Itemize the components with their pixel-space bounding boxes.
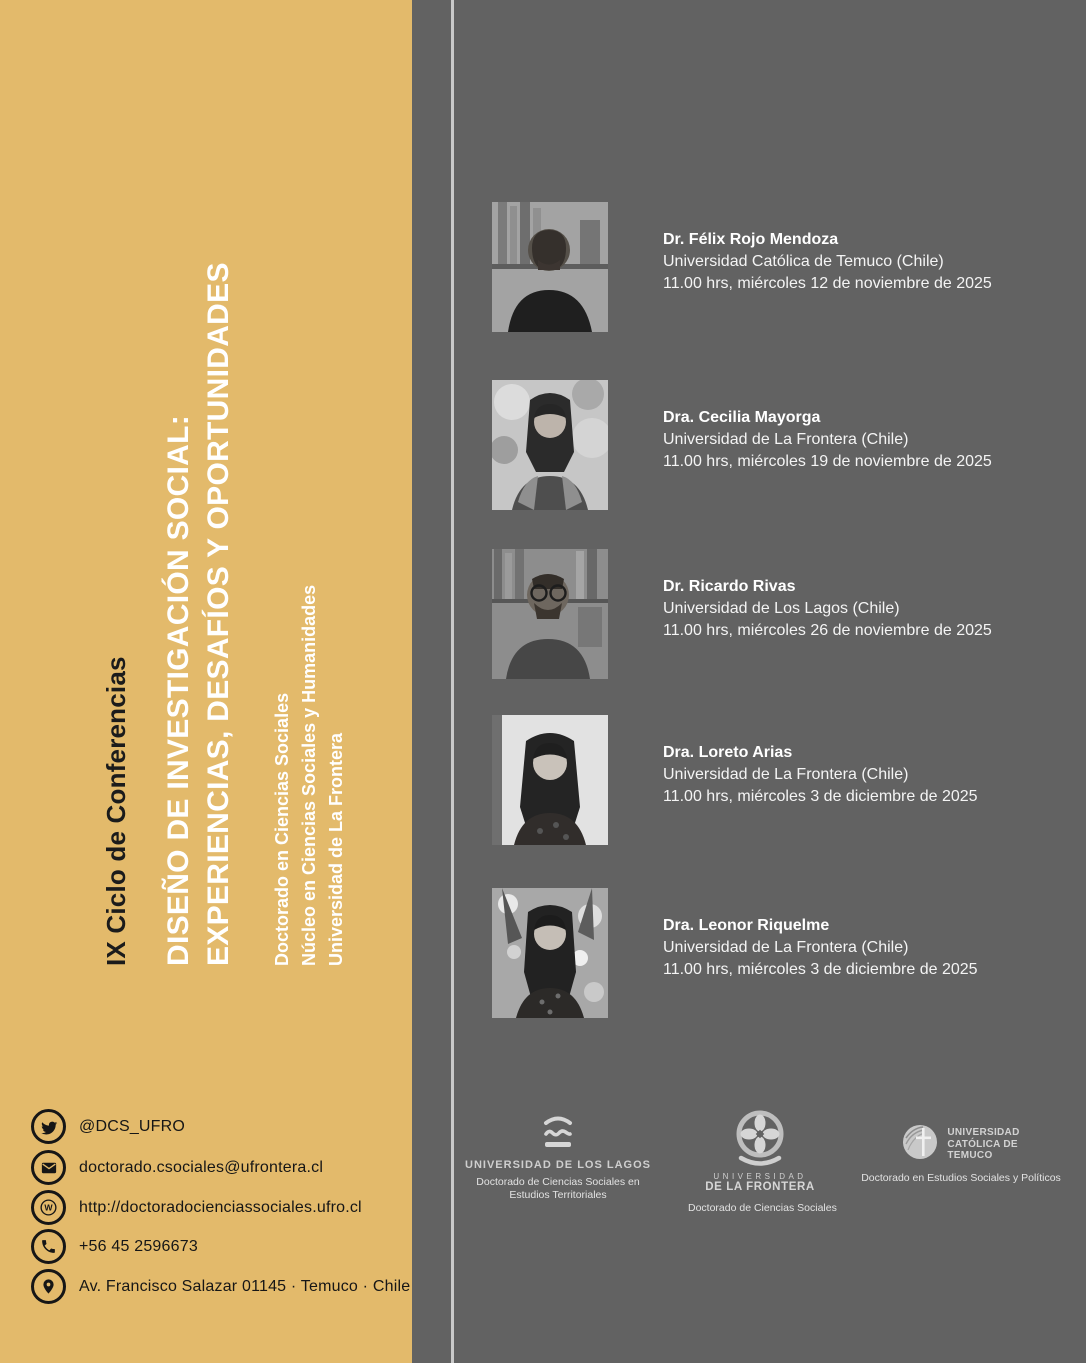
speaker-name: Dr. Félix Rojo Mendoza	[663, 231, 839, 248]
university-name-top: UNIVERSIDAD	[713, 1172, 807, 1181]
speaker-name: Dra. Loreto Arias	[663, 744, 793, 761]
contact-item-twitter[interactable]	[31, 1109, 185, 1144]
speaker-schedule: 11.00 hrs, miércoles 19 de noviembre de 2025	[663, 453, 992, 470]
speaker-name: Dra. Cecilia Mayorga	[663, 409, 821, 426]
speaker-photo	[492, 549, 608, 679]
email-icon	[31, 1150, 66, 1185]
organizer-block	[269, 366, 350, 966]
poster-title	[159, 66, 239, 966]
street-address: Av. Francisco Salazar 01145 · Temuco · Chile	[79, 1277, 411, 1295]
speaker-row	[492, 715, 978, 845]
speaker-photo	[492, 715, 608, 845]
organizer-line-universidad: Universidad de La Frontera	[326, 732, 346, 966]
program-name: Doctorado en Estudios Sociales y Políticos	[861, 1172, 1061, 1184]
speaker-name: Dr. Ricardo Rivas	[663, 578, 796, 595]
university-name-bottom: DE LA FRONTERA	[705, 1181, 815, 1193]
logo-universidad-catolica-temuco	[856, 1124, 1066, 1184]
contact-item-email[interactable]	[31, 1150, 323, 1185]
speaker-row	[492, 549, 992, 679]
speaker-affiliation: Universidad de La Frontera (Chile)	[663, 766, 909, 783]
speaker-name: Dra. Leonor Riquelme	[663, 917, 830, 934]
speaker-photo	[492, 202, 608, 332]
logo-universidad-la-frontera	[688, 1110, 837, 1214]
speaker-photo	[492, 888, 608, 1018]
title-line-1: DISEÑO DE INVESTIGACIÓN SOCIAL:	[162, 414, 195, 966]
title-line-2: EXPERIENCIAS, DESAFÍOS Y OPORTUNIDADES	[202, 262, 235, 966]
svg-text:W: W	[44, 1202, 53, 1213]
wordpress-icon	[31, 1190, 66, 1225]
globe-icon	[902, 1124, 938, 1165]
program-name: Doctorado de Ciencias Sociales en Estudios Territoriales	[476, 1176, 640, 1201]
waves-icon	[458, 1114, 658, 1152]
twitter-handle: @DCS_UFRO	[79, 1117, 186, 1135]
website-url: http://doctoradocienciassociales.ufro.cl	[79, 1198, 362, 1216]
speaker-row	[492, 888, 978, 1018]
phone-number: +56 45 2596673	[79, 1237, 198, 1255]
program-name: Doctorado de Ciencias Sociales	[688, 1202, 837, 1214]
phone-icon	[31, 1229, 66, 1264]
speaker-affiliation: Universidad Católica de Temuco (Chile)	[663, 253, 944, 270]
organizer-line-doctorado: Doctorado en Ciencias Sociales	[272, 692, 292, 966]
crest-icon	[688, 1110, 832, 1170]
university-name: UNIVERSIDAD DE LOS LAGOS	[465, 1159, 651, 1171]
speaker-affiliation: Universidad de La Frontera (Chile)	[663, 431, 909, 448]
contact-item-phone[interactable]	[31, 1229, 198, 1264]
location-icon	[31, 1269, 66, 1304]
series-label: IX Ciclo de Conferencias	[101, 656, 131, 966]
email-address: doctorado.csociales@ufrontera.cl	[79, 1158, 324, 1176]
speaker-schedule: 11.00 hrs, miércoles 12 de noviembre de 2025	[663, 275, 992, 292]
speaker-affiliation: Universidad de La Frontera (Chile)	[663, 939, 909, 956]
university-name: UNIVERSIDAD CATÓLICA DE TEMUCO	[947, 1127, 1020, 1162]
contact-item-address	[31, 1269, 410, 1304]
organizer-line-nucleo: Núcleo en Ciencias Sociales y Humanidades	[299, 584, 319, 966]
speaker-row	[492, 380, 992, 510]
logo-universidad-los-lagos	[458, 1114, 658, 1202]
speaker-affiliation: Universidad de Los Lagos (Chile)	[663, 600, 900, 617]
speaker-schedule: 11.00 hrs, miércoles 26 de noviembre de 2025	[663, 622, 992, 639]
vertical-divider	[451, 0, 454, 1363]
speaker-row	[492, 202, 992, 332]
speaker-schedule: 11.00 hrs, miércoles 3 de diciembre de 2025	[663, 788, 978, 805]
twitter-icon	[31, 1109, 66, 1144]
contact-item-website[interactable]	[31, 1190, 362, 1225]
speaker-photo	[492, 380, 608, 510]
speaker-schedule: 11.00 hrs, miércoles 3 de diciembre de 2025	[663, 961, 978, 978]
